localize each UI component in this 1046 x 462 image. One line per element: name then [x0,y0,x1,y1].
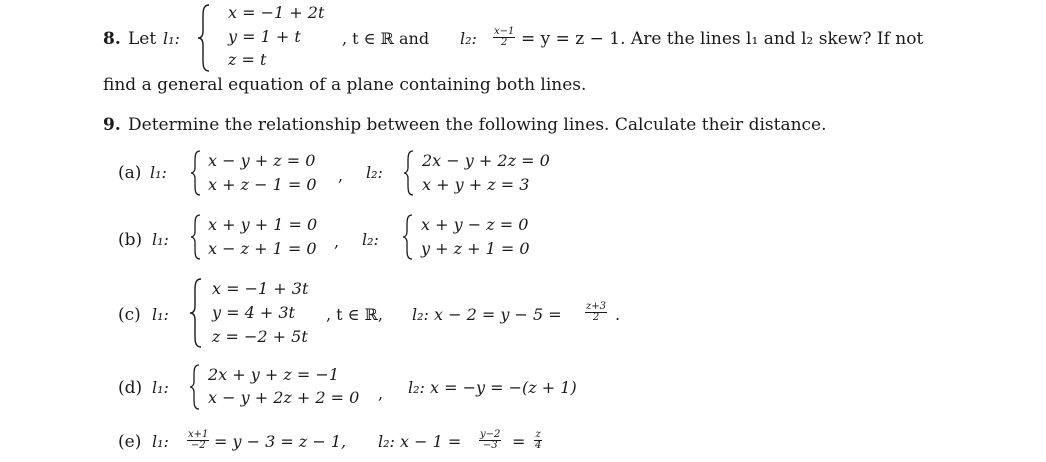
line-label-l1: l₁: [150,163,167,182]
line-l2-equation: l₂: x − 2 = y − 5 = [412,305,562,324]
equation-y: y = 1 + t [228,27,301,46]
period: . [615,305,621,324]
fraction-denominator: −2 [190,440,206,451]
line-label-l2: l₂: [366,163,383,182]
equation: 2x + y + z = −1 [208,365,339,384]
line-label-l2: l₂: [362,230,379,249]
line-label-l1: l₁: [152,230,169,249]
part-label: (e) [118,432,142,452]
left-brace [403,150,415,196]
equation: y + z + 1 = 0 [421,239,530,258]
domain-text: , t ∈ ℝ, [326,305,383,324]
equation: x + y + z = 3 [422,175,530,194]
fraction-denominator: 2 [592,312,600,323]
left-brace [190,214,202,260]
fraction [478,430,502,451]
line-label-l2: l₂: [460,29,477,48]
fraction-denominator: 4 [535,440,542,451]
line-label-l1: l₁: [152,305,169,324]
equation-z: z = −2 + 5t [212,327,308,346]
line-l2-equation: l₂: x = −y = −(z + 1) [408,378,577,397]
equation: x + z − 1 = 0 [208,175,317,194]
fraction-denominator: 2 [501,37,508,48]
left-brace [189,277,203,349]
equation: 2x − y + 2z = 0 [422,151,550,170]
question-text-line2: find a general equation of a plane containing both lines. [103,75,587,95]
fraction-numerator: x+1 [188,429,209,440]
fraction [584,302,608,323]
problem-number: 8. [103,29,121,49]
left-brace [197,3,211,73]
line-label-l1: l₁: [152,378,169,397]
equation: x − y + z = 0 [208,151,316,170]
fraction [492,27,516,48]
fraction [533,430,543,451]
part-label: (d) [118,378,143,398]
left-brace [190,150,202,196]
left-brace [189,364,201,410]
part-label: (c) [118,305,141,325]
part-label: (a) [118,163,142,183]
fraction-numerator: z+3 [586,301,607,312]
line-l2-equation: l₂: x − 1 = [378,432,462,451]
fraction-numerator: x−1 [494,26,515,37]
problem-number: 9. [103,115,121,135]
fraction-numerator: z [535,429,541,440]
fraction-denominator: −3 [482,440,498,451]
fraction-numerator: y−2 [480,429,501,440]
domain-text: , t ∈ ℝ and [342,29,430,48]
equation: x − z + 1 = 0 [208,239,317,258]
separator-comma: , [378,384,384,403]
let-word: Let [128,29,157,49]
equation: x − y + 2z + 2 = 0 [208,388,360,407]
equation: x + y − z = 0 [421,215,529,234]
equation-text: = y − 3 = z − 1, [214,432,347,451]
fraction [186,430,210,451]
equation-z: z = t [228,50,267,69]
equation-x: x = −1 + 2t [228,3,325,22]
equation-x: x = −1 + 3t [212,279,309,298]
separator-comma: , [338,166,344,185]
problem-statement: Determine the relationship between the following lines. Calculate their distance. [128,115,827,135]
equation-y: y = 4 + 3t [212,303,295,322]
equation: x + y + 1 = 0 [208,215,318,234]
left-brace [402,214,414,260]
line-label-l1: l₁: [152,432,169,451]
equals-sign: = [512,432,526,451]
part-label: (b) [118,230,143,250]
line-label-l1: l₁: [163,29,180,48]
separator-comma: , [334,232,340,251]
question-text: = y = z − 1. Are the lines l₁ and l₂ skew? If not [521,29,924,49]
